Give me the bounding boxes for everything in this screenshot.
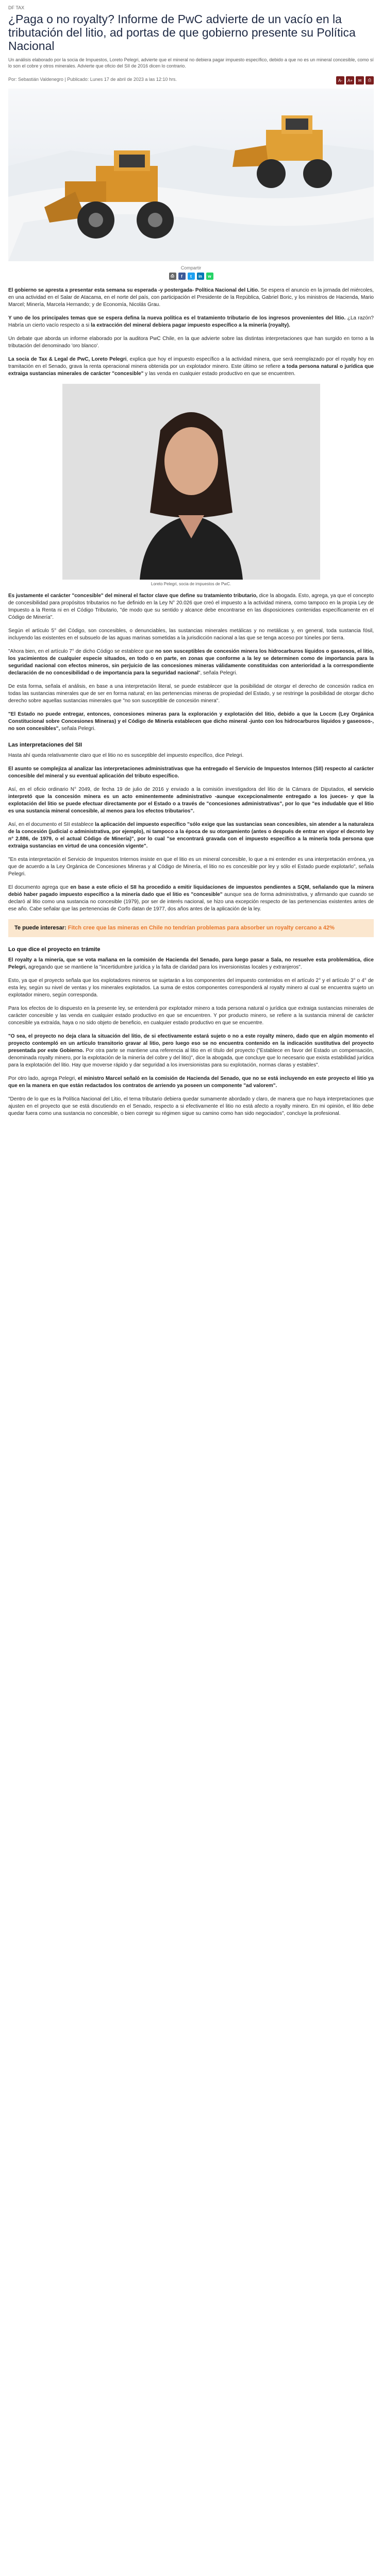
paragraph: Y uno de los principales temas que se espera defina la nueva política es el tratamiento tributario de los ingresos provenientes del litio. ¿La razón? Habría un cierto vacío respecto a si la extracción del mineral debiera pagar impuesto específico a la minería (royalty).	[8, 315, 374, 328]
linkedin-icon[interactable]: in	[197, 273, 204, 280]
portrait-image	[62, 384, 320, 580]
paragraph: Para los efectos de lo dispuesto en la presente ley, se entenderá por explotador minero a toda persona natural o jurídica que extraiga sustancias minerales de carácter concesible y las venda en cualquier estado productivo en que se encuentren. Y por producto minero, se refiere a la sustancia mineral de carácter concesible ya extraída, haya o no sido objeto de beneficio, en cualquier estado productivo en que se encuentre.	[8, 1006, 374, 1026]
paragraph: Así, en el documento el SII establece la aplicación del impuesto específico "sólo exige que las sustancias sean concesibles, sin atender a la naturaleza de la concesión (judicial o administrativa, por ejemplo), ni tampoco a la época de su otorgamiento (antes o después de entrar en vigor el decreto ley n° 2.886, de 1979, o el actual Código de Minería)", por lo cual "se encontrará gravada con el impuesto específico a la minería toda persona que extraiga sustancias en virtud de una concesión vigente".	[8, 822, 374, 849]
hero-image	[8, 89, 374, 261]
callout-label: Te puede interesar:	[14, 925, 67, 931]
paragraph: "Ahora bien, en el artículo 7° de dicho Código se establece que no son susceptibles de concesión minera los hidrocarburos líquidos o gaseosos, el litio, los yacimientos de cualquier especie situados, en todo o en parte, en zonas que conforme a la ley se determinen como de importancia para la seguridad nacional con efectos mineros, sin perjuicio de las concesiones mineras válidamente constituidas con anterioridad a la correspondiente declaración de no concesibilidad o de importancia para la seguridad nacional", señala Pelegri.	[8, 649, 374, 676]
print-icon[interactable]: ⎙	[366, 76, 374, 84]
loader-photo-illustration	[8, 89, 374, 261]
paragraph: Por otro lado, agrega Pelegri, el ministro Marcel señaló en la comisión de Hacienda del Senado, que no se está incluyendo en este proyecto el litio ya que en la manera en que están redactados los contratos de arriendo ya poseen un componente "ad valorem".	[8, 1076, 374, 1089]
byline: Por: Sebastián Valdenegro | Publicado: Lunes 17 de abril de 2023 a las 12:10 hrs.	[8, 77, 177, 82]
share-bar	[8, 265, 374, 280]
paragraph: "En esta interpretación el Servicio de Impuestos Internos insiste en que el litio es un mineral concesible, lo que a mi entender es una interpretación errónea, ya que de acuerdo a la Ley Orgánica de Concesiones Mineras y al Código de Minería, el litio no es concesible por ley y sólo el Estado puede explotarlo", señala Pelegri.	[8, 857, 374, 877]
section-tag[interactable]: DF TAX	[8, 5, 25, 10]
portrait-caption: Loreto Pelegri, socia de impuestos de PwC.	[151, 582, 231, 586]
paragraph: Así, en el oficio ordinario N° 2049, de fecha 19 de julio de 2016 y enviado a la comisión investigadora del litio de la Cámara de Diputados, el servicio interpretó que la concesión minera es un acto eminentemente administrativo -aunque excepcionalmente entregado a los jueces- y que la explotación del litio se puede efectuar directamente por el Estado o a través de "concesiones administrativas", por lo que "es indudable que el litio es una sustancia mineral concesible, al menos para los efectos tributarios".	[8, 787, 374, 814]
facebook-icon[interactable]: f	[178, 273, 186, 280]
print-icon[interactable]: ⎙	[169, 273, 176, 280]
font-tools	[336, 76, 374, 84]
paragraph: Es justamente el carácter "concesible" del mineral el factor clave que define su tratamiento tributario, dice la abogada. Esto, agrega, ya que el concepto de concesibilidad para propósitos tributarios no fue definido en la Ley N° 20.026 que creó el impuesto a la actividad minera, como tampoco en la propia Ley de Impuesto a la Renta ni en el Código Tributario, "de modo que su sentido y alcance debe encontrarse en las disposiciones contenidas específicamente en el Código de Minería".	[8, 593, 374, 620]
paragraph: La socia de Tax & Legal de PwC, Loreto Pelegri, explica que hoy el impuesto específico a la actividad minera, que será reemplazado por el royalty hoy en tramitación en el Senado, grava la renta operacional minera obtenida por un explotador minero. Este último se refiere a toda persona natural o jurídica que extraiga sustancias minerales de carácter "concesible" y las venda en cualquier estado productivo en que se encuentren.	[8, 357, 374, 377]
paragraph: Esto, ya que el proyecto señala que los explotadores mineros se sujetarán a los componentes del impuesto contenidos en el artículo 2° y el artículo 3° o 4° de esta ley, según su nivel de ventas y los minerales explotados. La suma de estos componentes corresponderá al royalty minero al cual se encuentra sujeto un explotador minero, según corresponda.	[8, 978, 374, 998]
paragraph: El asunto se complejiza al analizar las interpretaciones administrativas que ha entregado el Servicio de Impuestos Internos (SII) respecto al carácter concesible del mineral y su eventual aplicación del tributo específico.	[8, 766, 374, 779]
paragraph: El royalty a la minería, que se vota mañana en la comisión de Hacienda del Senado, para luego pasar a Sala, no resuelve esta problemática, dice Pelegri, agregando que se mantiene la "incertidumbre jurídica y la falta de claridad para los inversionistas locales y extranjeros".	[8, 957, 374, 970]
article-page	[0, 0, 382, 1139]
paragraph: Un debate que aborda un informe elaborado por la auditora PwC Chile, en la que advierte sobre las distintas interpretaciones que han surgido en torno a la tributación del denominado 'oro blanco'.	[8, 336, 374, 349]
portrait-illustration	[62, 384, 320, 580]
increase-font-button[interactable]: A+	[346, 76, 354, 84]
meta-row	[8, 76, 374, 84]
article-lead: Un análisis elaborado por la socia de Impuestos, Loreto Pelegri, advierte que el mineral no debiera pagar impuesto específico, debido a que no es un mineral concesible, como sí lo son el cobre y otros minerales. Advierte que oficio del SII de 2016 dicen lo contrario.	[8, 57, 374, 69]
paragraph: "O sea, el proyecto no deja clara la situación del litio, de si efectivamente estará sujeto o no a este royalty minero, dado que en algún momento el proyecto contempló en un artículo transitorio gravar al litio, pero luego eso se no encuentra contenido en la indicación sustitutiva del proyecto presentada por este Gobierno. Por otra parte se mantiene una referencia al litio en el título del proyecto ("Establece en favor del Estado un compensación, denominada royalty minero, por la explotación de la minería del cobre y del litio)", dice la abogada, que concluye que lo necesario que exista estabilidad jurídica para la explotación del litio. Hay que moverse rápido y dar seguridad a los inversionistas para su explotación, normas claras y estables".	[8, 1033, 374, 1068]
paragraph: El documento agrega que en base a este oficio el SII ha procedido a emitir liquidaciones de impuestos pendientes a SQM, señalando que la minera debió haber pagado impuesto específico a la minería dado que el litio es "concesible" aunque sea de forma administrativa, y afirmando que cuando se declaró al litio como una sustancia no concesible (1979), por ser de interés nacional, se hizo una excepción respecto de las pertenencias existentes antes de ese año. Cabe señalar que las pertenencias de Corfo datan de 1977, dos años antes de la aplicación de la ley.	[8, 885, 374, 912]
whatsapp-icon[interactable]: w	[206, 273, 213, 280]
subheading-project: Lo que dice el proyecto en trámite	[8, 946, 101, 953]
decrease-font-button[interactable]: A-	[336, 76, 344, 84]
share-icons	[8, 273, 374, 280]
share-label: Compartir	[180, 265, 202, 270]
article-headline: ¿Paga o no royalty? Informe de PwC advierte de un vacío en la tributación del litio, ad portas de que gobierno presente su Política Nacional	[8, 12, 356, 53]
paragraph: "Dentro de lo que es la Política Nacional del Litio, el tema tributario debiera quedar sumamente abordado y claro, de manera que no haya interpretaciones que ajusten en el proyecto que se está discutiendo en el Senado, respecto a si efectivamente el litio no está afecto a royalty minero. En mi opinión, el litio debe quedar fuera como una sustancia no concesible, o bien corregir su régimen sigue su camino como han sido negociados", concluye la profesional.	[8, 1096, 374, 1116]
related-article-link[interactable]: Fitch cree que las mineras en Chile no tendrían problemas para absorber un royalty cercano a 42%	[68, 925, 335, 931]
paragraph: El gobierno se apresta a presentar esta semana su esperada -y postergada- Política Nacional del Litio. Se espera el anuncio en la jornada del miércoles, en una actividad en el Salar de Atacama, en el norte del país, con participación el Presidente de la República, Gabriel Boric, y los ministros de Hacienda, Mario Marcel; Minería, Marcela Hernando; y de Economía, Nicolás Grau.	[8, 287, 374, 308]
paragraph: Según el artículo 5° del Código, son concesibles, o denunciables, las sustancias minerales metálicas y no metálicas y, en general, toda sustancia fósil, incluyendo las existentes en el subsuelo de las aguas marinas sometidas a la jurisdicción nacional a las que se tenga acceso por túneles por tierra.	[8, 628, 374, 641]
paragraph: Hasta ahí queda relativamente claro que el litio no es susceptible del impuesto específico, dice Pelegri.	[8, 753, 244, 758]
portrait-figure	[62, 384, 320, 586]
related-article-callout[interactable]	[8, 919, 374, 937]
paragraph: "El Estado no puede entregar, entonces, concesiones mineras para la exploración y explotación del litio, debido a que la Loccm (Ley Orgánica Constitucional sobre Concesiones Mineras) y el Código de Minería establecen que dicho mineral -junto con los hidrocarburos líquidos y gaseosos-, no son concesibles", señala Pelegri.	[8, 711, 374, 732]
twitter-icon[interactable]: t	[188, 273, 195, 280]
subheading-sii: Las interpretaciones del SII	[8, 742, 82, 748]
email-icon[interactable]: ✉	[356, 76, 364, 84]
paragraph: De esta forma, señala el análisis, en base a una interpretación literal, se puede establecer que la posibilidad de otorgar el derecho de concesión radica en todas las sustancias minerales que de ser en forma natural; en las pertenencias mineras de propiedad del Estado, y se restringe la posibilidad de otorgar dicho derecho sobre aquellas sustancias minerales que "no son susceptible de concesión minera".	[8, 684, 374, 704]
